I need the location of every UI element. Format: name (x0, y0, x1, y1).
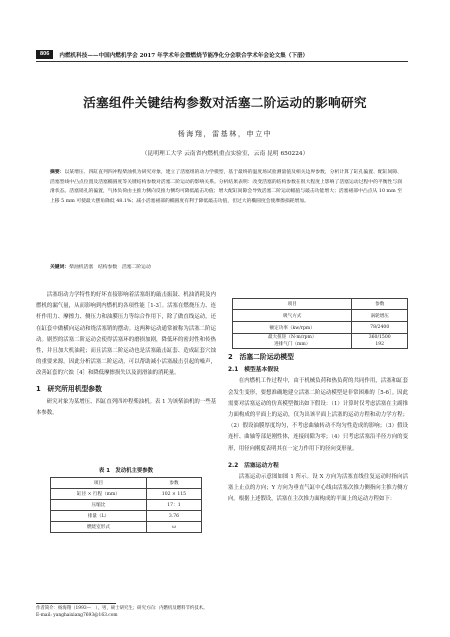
table-cell: 燃烧室形式 (51, 522, 147, 533)
author-footnote (36, 605, 216, 620)
table1 (50, 466, 202, 533)
running-title: 内燃机科技——中国内燃机学会 2017 年学术年会暨燃烧节能净化分会联合学术年会论文集（下册） (59, 52, 309, 59)
keywords-label: 关键词： (50, 265, 70, 270)
section2-heading: 2 活塞二阶运动模型 (228, 353, 294, 361)
table-row (233, 322, 408, 334)
subsection22-heading: 2.2 活塞运动方程 (228, 462, 279, 469)
keywords-text: 柴油机活塞 结构参数 活塞二阶运动 (69, 265, 151, 270)
table2-grid (232, 298, 408, 349)
section1-text: 研究对象为某增压、四缸直列四冲程柴油机。表 1 为该柴油机的一些基本参数。 (36, 398, 216, 417)
table-row (51, 489, 202, 500)
abstract-label: 摘要： (50, 170, 65, 175)
table1-caption: 表 1 发动机主要参数 (98, 468, 154, 474)
table-cell: 102 × 115 (146, 489, 201, 500)
table-cell: 额定功率（kw/rpm） (233, 322, 352, 334)
table-row (51, 511, 202, 522)
table-header-row (233, 299, 408, 310)
footnote-divider (36, 603, 116, 604)
subsection21-heading: 2.1 模型基本假设 (228, 367, 279, 374)
table-cell: 最大扭矩（N·m/rpm） 进排气门（mm） (233, 334, 352, 349)
table1-grid (50, 477, 202, 533)
abstract (50, 168, 402, 206)
running-header (36, 49, 408, 60)
table-header-cell: 参数 (146, 478, 201, 489)
keywords (50, 263, 402, 272)
table-cell: 缸径 × 行程（mm） (51, 489, 147, 500)
table-cell: 78/2400 (352, 322, 408, 334)
table-header-cell: 项目 (51, 478, 147, 489)
authors: 杨海翔，雷基林，申立中 (177, 130, 273, 138)
abstract-text: 以某增压、四缸直列四冲程柴油机为研究对象，建立了活塞组的动力学模型，基于最终的温度场试验测量值及相关边界参数，分析计算了缸孔偏置、配缸间隙、活塞型线中凸点位置及活塞椭圆度等关键结构参数对活塞二阶运动的影响关系。分析结果表明：改变活塞的结构参数在很大程度上影响了活塞运动过程中的平衡性与润滑状态。活塞销孔的偏置，气体负荷由主推力侧向反推力侧均可降低敲击功值；增大配缸间隙会导致活塞二阶运动幅值与敲击功能增大；活塞裙部中凸点从 10 mm 至上移 5 mm 可使最大摆角降低 48.1%；减小活塞裙部的椭圆度有利于降低敲击功值，但过大的椭圆度会使摩擦损耗增加。 (50, 170, 402, 204)
table-row (51, 522, 202, 533)
subsection21-text: 在内燃机工作过程中，由于机械负荷和热负荷的共同作用，活塞和缸套会发生变形，要想准确地建立活塞二阶运动模型是非常困难的［5-6］。因此需要对活塞运动的仿真模型做出如下假设：（1）计算时仅考虑活塞在主副推力面构成的平面上的运动，仅为出该平面上活塞的运动方程和动力学方程；（2）假设油膜厚度均匀，不考虑曲轴转动不均匀性造成的影响；（3）假设连杆、曲轴等部是刚性体，连接间隙为零；（4）只考虑活塞沿半径方向的变形，用径向刚度表明其在一定力作用下的径向变形量。 (228, 378, 408, 452)
intro-paragraph: 活塞组动力学特性的好坏直接影响着活塞组的敲击振鼓、机油消耗及内燃机的漏气量，从而影响到内燃机的各项性能［1-3］。活塞在燃烧压力、连杆作用力、摩擦力、侧压力和油膜压力等综合作用下，除了做直线运动，还在缸套中做横向运动和绕活塞销的摆动。这两种运动通常被称为活塞二阶运动。剧烈的活塞二阶运动会使得活塞环的磨损加剧，降低环的密封性和传热性，并且加大机油耗；而且活塞二阶运动也是活塞敲击缸套、造成缸套穴蚀的重要来源。因此分析活塞二阶运动，可以帮助减小活塞敲击引起的噪声，改善缸套的穴蚀［4］和降低摩擦损失以及润滑油的消耗量。 (36, 292, 216, 377)
table-row (233, 334, 408, 349)
table-row (233, 310, 408, 322)
table-cell: 17：1 (146, 500, 201, 511)
header-divider (36, 61, 408, 62)
table-cell: 吸气方式 (233, 310, 352, 322)
table-header-cell: 参数 (352, 299, 408, 310)
table-header-row (51, 478, 202, 489)
table-cell: 3.76 (146, 511, 201, 522)
footnote-email: E-mail: yanghaixiang7693@163.com (36, 613, 118, 619)
table-cell: 涡轮增压 (352, 310, 408, 322)
table-cell: 压缩比 (51, 500, 147, 511)
table2 (232, 298, 408, 349)
section1-heading: 1 研究所用机型参数 (36, 384, 102, 393)
subsection22-text: 活塞运动示意图如图 1 所示。设 X 方向为活塞直线往复运动时指向活塞上止点的方向；Y 方向为垂直气缸中心线由活塞次推力侧指向主推力侧方向。根据上述假设，活塞在主次推力面构成的平面上的运动方程如下： (228, 474, 408, 503)
table-row (51, 500, 202, 511)
footnote-author-bio: 作者简介：杨海翔（1993— ），男，硕士研究生；研究方向：内燃机及燃料节约技术。 (36, 606, 208, 611)
table-cell: 360/1500 192 (352, 334, 408, 349)
right-column (228, 352, 408, 506)
left-column (36, 290, 216, 419)
table-cell: ω (146, 522, 201, 533)
page-number: 806 (36, 50, 53, 59)
table-header-cell: 项目 (233, 299, 352, 310)
table-cell: 排量（L） (51, 511, 147, 522)
affiliation: （昆明理工大学 云南省内燃机重点实验室，云南 昆明 650224） (141, 151, 309, 157)
paper-title: 活塞组件关键结构参数对活塞二阶运动的影响研究 (83, 95, 367, 110)
